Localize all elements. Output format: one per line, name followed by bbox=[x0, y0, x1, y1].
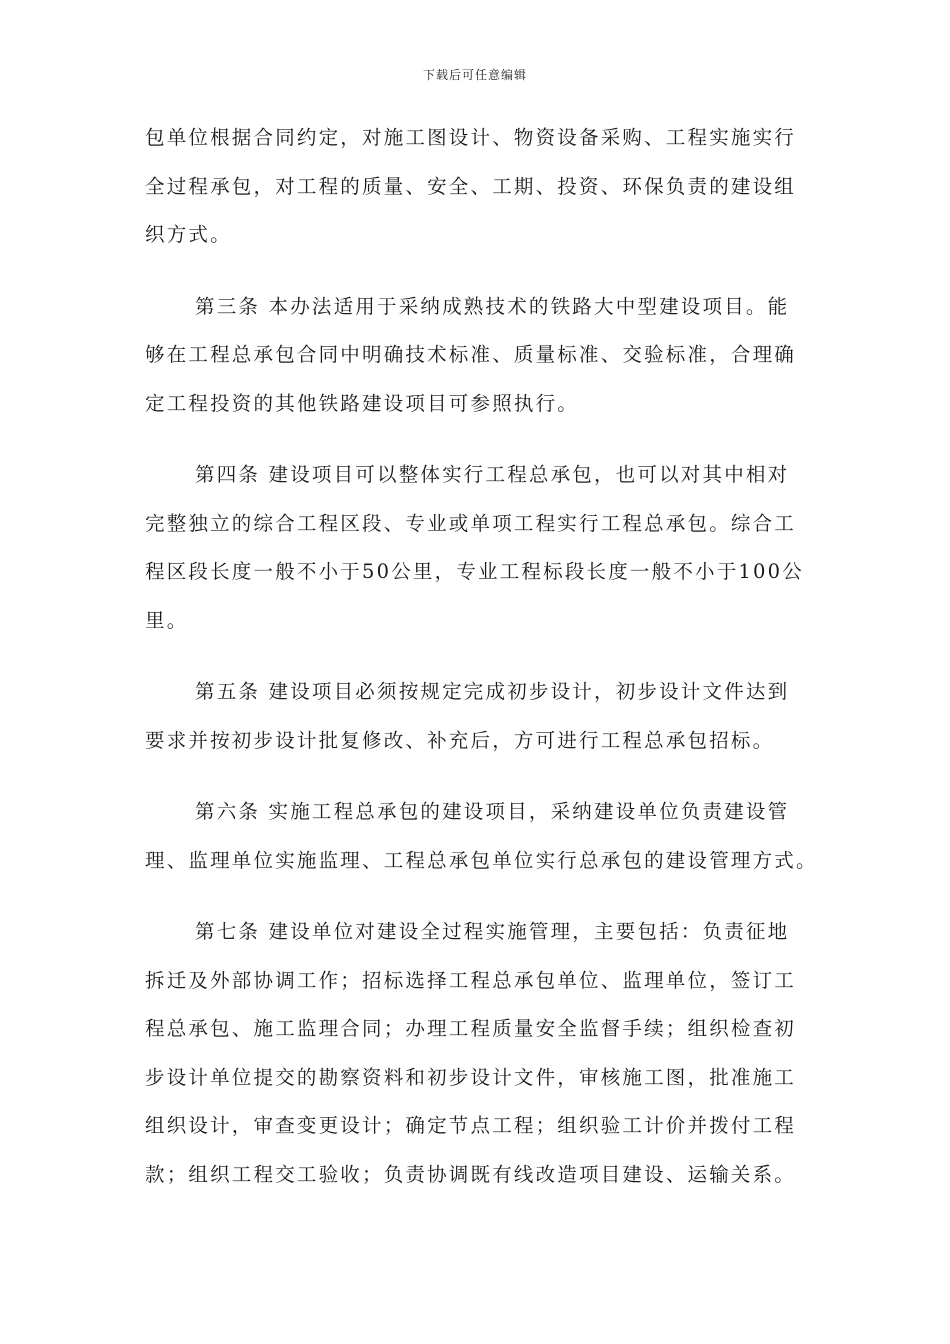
text-line: 第五条 建设项目必须按规定完成初步设计，初步设计文件达到 bbox=[195, 680, 790, 703]
paragraph-article-7 bbox=[145, 908, 805, 1199]
text-line: 里。 bbox=[145, 608, 189, 632]
text-line: 款；组织工程交工验收；负责协调既有线改造项目建设、运输关系。 bbox=[145, 1162, 797, 1186]
paragraph-article-4 bbox=[145, 451, 805, 645]
text-line: 织方式。 bbox=[145, 223, 232, 246]
text-line: 第六条 实施工程总承包的建设项目，采纳建设单位负责建设管 bbox=[195, 800, 790, 823]
text-line: 全过程承包，对工程的质量、安全、工期、投资、环保负责的建设组 bbox=[145, 174, 797, 198]
text-line: 第三条 本办法适用于采纳成熟技术的铁路大中型建设项目。能 bbox=[195, 294, 790, 318]
document-body bbox=[145, 114, 818, 1222]
paragraph-continuation bbox=[145, 114, 805, 260]
paragraph-article-6 bbox=[145, 788, 818, 885]
text-line: 程总承包、施工监理合同；办理工程质量安全监督手续；组织检查初 bbox=[145, 1017, 797, 1040]
text-line: 第七条 建设单位对建设全过程实施管理，主要包括：负责征地 bbox=[195, 920, 790, 943]
text-line: 组织设计，审查变更设计；确定节点工程；组织验工计价并拨付工程 bbox=[145, 1114, 797, 1137]
text-line: 包单位根据合同约定，对施工图设计、物资设备采购、工程实施实行 bbox=[145, 126, 797, 149]
text-line: 要求并按初步设计批复修改、补充后，方可进行工程总承包招标。 bbox=[145, 728, 775, 752]
page-header: 下载后可任意编辑 bbox=[422, 68, 527, 82]
paragraph-article-3 bbox=[145, 283, 805, 429]
text-line: 步设计单位提交的勘察资料和初步设计文件，审核施工图，批准施工 bbox=[145, 1065, 797, 1089]
text-line: 拆迁及外部协调工作；招标选择工程总承包单位、监理单位，签订工 bbox=[145, 968, 797, 992]
text-line: 够在工程总承包合同中明确技术标准、质量标准、交验标准，合理确 bbox=[145, 343, 797, 366]
text-line: 程区段长度一般不小于50公里，专业工程标段长度一般不小于100公 bbox=[145, 560, 804, 583]
text-line: 第四条 建设项目可以整体实行工程总承包，也可以对其中相对 bbox=[195, 463, 790, 486]
paragraph-article-5 bbox=[145, 668, 805, 765]
text-line: 完整独立的综合工程区段、专业或单项工程实行工程总承包。综合工 bbox=[145, 511, 797, 535]
text-line: 定工程投资的其他铁路建设项目可参照执行。 bbox=[145, 391, 580, 415]
text-line: 理、监理单位实施监理、工程总承包单位实行总承包的建设管理方式。 bbox=[145, 848, 818, 872]
